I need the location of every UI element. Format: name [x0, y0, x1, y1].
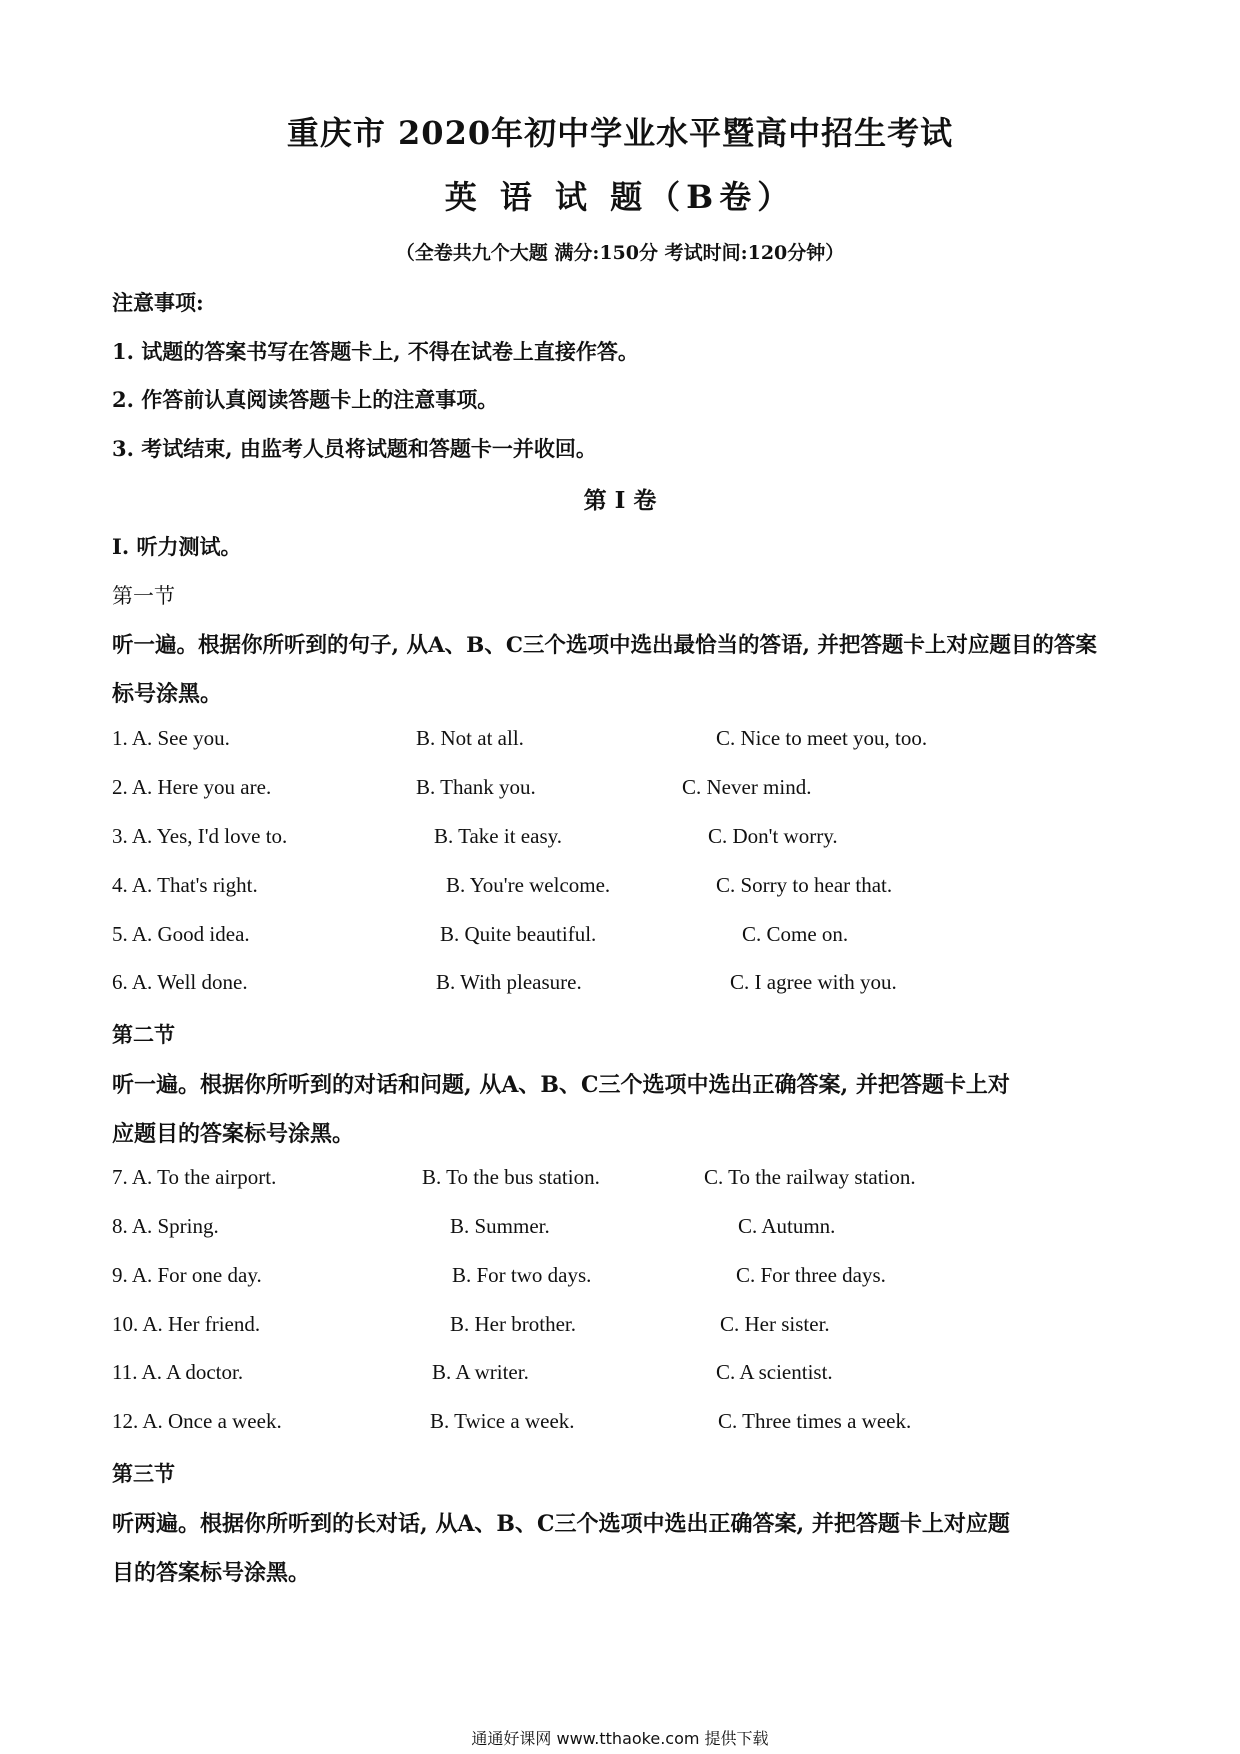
q1-option-c: C. Nice to meet you, too.	[716, 726, 928, 750]
q2-option-c: C. Never mind.	[682, 775, 812, 799]
q12-option-b: B. Twice a week.	[430, 1409, 575, 1433]
q11-option-a: 11. A. A doctor.	[112, 1360, 244, 1384]
q9-option-c: C. For three days.	[736, 1263, 886, 1287]
q1-option-a: 1. A. See you.	[112, 726, 230, 750]
q7-option-b: B. To the bus station.	[422, 1165, 600, 1189]
q10-option-b: B. Her brother.	[450, 1312, 576, 1336]
q7-option-a: 7. A. To the airport.	[112, 1165, 277, 1189]
notice-item-3: 3. 考试结束, 由监考人员将试题和答题卡一并收回。	[112, 436, 597, 461]
q4-option-a: 4. A. That's right.	[112, 873, 258, 897]
exam-meta: （全卷共九个大题 满分:150分 考试时间:120分钟）	[395, 242, 845, 264]
section2-instruction-line2: 应题目的答案标号涂黑。	[112, 1121, 355, 1147]
notice-item-1: 1. 试题的答案书写在答题卡上, 不得在试卷上直接作答。	[112, 339, 639, 364]
q4-option-b: B. You're welcome.	[446, 873, 611, 897]
q5-option-b: B. Quite beautiful.	[440, 922, 597, 946]
section1-instruction-line2: 标号涂黑。	[112, 681, 223, 707]
q11-option-b: B. A writer.	[432, 1360, 529, 1384]
section3-instruction-line1: 听两遍。根据你所听到的长对话, 从A、B、C三个选项中选出正确答案, 并把答题卡上对应题	[112, 1511, 1010, 1537]
q3-option-a: 3. A. Yes, I'd love to.	[112, 824, 288, 848]
exam-title: 重庆市 2020年初中学业水平暨高中招生考试	[286, 114, 954, 152]
section3-title: 第三节	[112, 1461, 175, 1486]
q12-option-a: 12. A. Once a week.	[112, 1409, 282, 1433]
section3-instruction-line2: 目的答案标号涂黑。	[112, 1560, 311, 1586]
section1-instruction-line1: 听一遍。根据你所听到的句子, 从A、B、C三个选项中选出最恰当的答语, 并把答题卡上对应题目的答案	[112, 633, 1097, 658]
q3-option-c: C. Don't worry.	[708, 824, 838, 848]
q8-option-c: C. Autumn.	[738, 1214, 836, 1238]
footer-source: 通通好课网 www.tthaoke.com 提供下载	[471, 1729, 769, 1748]
q9-option-b: B. For two days.	[452, 1263, 592, 1287]
q8-option-b: B. Summer.	[450, 1214, 550, 1238]
q6-option-c: C. I agree with you.	[730, 970, 897, 994]
q10-option-c: C. Her sister.	[720, 1312, 830, 1336]
exam-subtitle: 英 语 试 题（B卷）	[444, 178, 796, 216]
q11-option-c: C. A scientist.	[716, 1360, 833, 1384]
q6-option-a: 6. A. Well done.	[112, 970, 248, 994]
q4-option-c: C. Sorry to hear that.	[716, 873, 893, 897]
notice-item-2: 2. 作答前认真阅读答题卡上的注意事项。	[112, 387, 499, 412]
section2-title: 第二节	[112, 1022, 175, 1047]
q6-option-b: B. With pleasure.	[436, 970, 582, 994]
part1-title: I. 听力测试。	[112, 534, 242, 559]
volume-title: 第 I 卷	[583, 487, 657, 514]
q10-option-a: 10. A. Her friend.	[112, 1312, 261, 1336]
q2-option-b: B. Thank you.	[416, 775, 536, 799]
q1-option-b: B. Not at all.	[416, 726, 524, 750]
q5-option-a: 5. A. Good idea.	[112, 922, 250, 946]
q9-option-a: 9. A. For one day.	[112, 1263, 262, 1287]
section1-title: 第一节	[112, 584, 175, 608]
q7-option-c: C. To the railway station.	[704, 1165, 916, 1189]
q8-option-a: 8. A. Spring.	[112, 1214, 219, 1238]
q3-option-b: B. Take it easy.	[434, 824, 562, 848]
q2-option-a: 2. A. Here you are.	[112, 775, 272, 799]
q12-option-c: C. Three times a week.	[718, 1409, 912, 1433]
q5-option-c: C. Come on.	[742, 922, 849, 946]
notice-heading: 注意事项:	[112, 290, 204, 315]
section2-instruction-line1: 听一遍。根据你所听到的对话和问题, 从A、B、C三个选项中选出正确答案, 并把答题卡上对	[112, 1072, 1010, 1098]
